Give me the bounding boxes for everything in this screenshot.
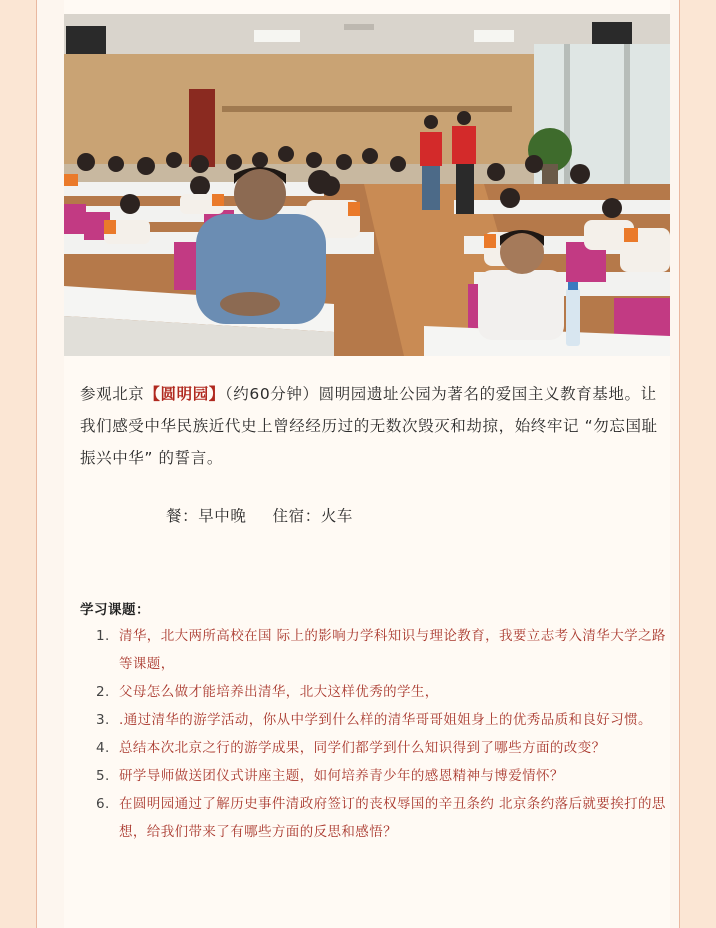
topics-title: 学习课题： — [80, 602, 150, 618]
topic-number: 2. — [96, 684, 110, 700]
topic-item — [96, 706, 666, 734]
topic-item — [96, 678, 666, 706]
topic-item — [96, 622, 666, 678]
topic-item — [96, 762, 666, 790]
topic-text: .通过清华的游学活动，你从中学到什么样的清华哥哥姐姐身上的优秀品质和良好习惯。 — [119, 712, 652, 728]
topics-list — [96, 622, 666, 846]
topic-text: 父母怎么做才能培养出清华，北大这样优秀的学生， — [119, 684, 439, 700]
topic-number: 4. — [96, 740, 110, 756]
intro-paragraph — [80, 378, 660, 474]
topic-text: 研学导师做送团仪式讲座主题，如何培养青少年的感恩精神与博爱情怀？ — [119, 768, 564, 784]
topic-text: 清华，北大两所高校在国 际上的影响力学科知识与理论教育，我要立志考入清华大学之路等课题， — [119, 628, 666, 672]
paragraph-prefix: 参观北京 — [80, 385, 145, 403]
topic-number: 6. — [96, 796, 110, 812]
paragraph-suffix: （约60分钟）圆明园遗址公园为著名的爱国主义教育基地。让我们感受中华民族近代史上曾经经历过的无数次毁灭和劫掠，始终牢记 “勿忘国耻 振兴中华” 的誓言。 — [80, 385, 658, 467]
classroom-photo — [64, 14, 670, 356]
highlight-yuanmingyuan: 【圆明园】 — [144, 385, 225, 403]
topic-item — [96, 734, 666, 762]
meals-lodging-line — [166, 504, 353, 526]
topic-number: 3. — [96, 712, 110, 728]
topic-text: 在圆明园通过了解历史事件清政府签订的丧权辱国的辛丑条约 北京条约落后就要挨打的思想，给我们带来了有哪些方面的反思和感悟？ — [119, 796, 666, 840]
topic-item — [96, 790, 666, 846]
topic-text: 总结本次北京之行的游学成果，同学们都学到什么知识得到了哪些方面的改变？ — [119, 740, 606, 756]
topic-number: 5. — [96, 768, 110, 784]
meal-label: 餐：早中晚 — [166, 507, 247, 525]
lodging-label: 住宿：火车 — [272, 507, 354, 525]
topic-number: 1. — [96, 628, 110, 644]
